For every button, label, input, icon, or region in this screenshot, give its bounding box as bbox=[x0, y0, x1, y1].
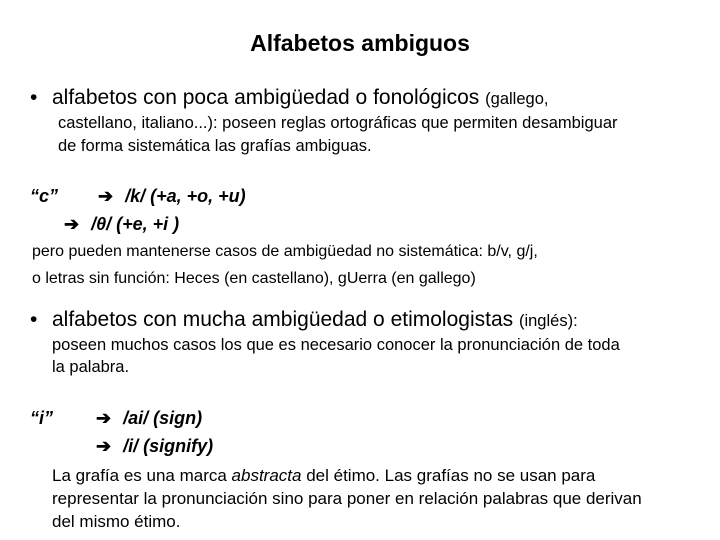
note-emphasis: abstracta bbox=[231, 466, 302, 485]
arrow-right-icon: ➔ bbox=[96, 436, 112, 456]
example-letter: “c” bbox=[30, 186, 59, 206]
arrow-right-icon: ➔ bbox=[96, 408, 112, 428]
page-title: Alfabetos ambiguos bbox=[250, 30, 470, 56]
bullet-heading: alfabetos con poca ambigüedad o fonológicos bbox=[52, 86, 480, 109]
bullet-desc-line: castellano, italiano...): poseen reglas ortográficas que permiten desambiguar bbox=[58, 114, 618, 132]
note-line: representar la pronunciación sino para poner en relación palabras que derivan bbox=[52, 489, 642, 508]
arrow-right-icon: ➔ bbox=[64, 214, 80, 234]
example-rule bbox=[96, 408, 202, 429]
note-text: del étimo. Las grafías no se usan para bbox=[301, 466, 596, 485]
note-line: o letras sin función: Heces (en castellano), gUerra (en gallego) bbox=[32, 270, 476, 287]
example-letter: “i” bbox=[30, 408, 54, 428]
example-rule bbox=[98, 186, 246, 207]
bullet-heading-paren: (gallego, bbox=[485, 90, 549, 108]
bullet-desc-line: poseen muchos casos los que es necesario conocer la pronunciación de toda bbox=[52, 336, 620, 354]
bullet-heading-paren: (inglés): bbox=[518, 312, 578, 330]
note-line bbox=[52, 466, 595, 486]
bullet-marker: • bbox=[30, 308, 38, 331]
note-text: La grafía es una marca bbox=[52, 466, 232, 485]
example-rule-text: /i/ (signify) bbox=[123, 436, 214, 456]
bullet-heading: alfabetos con mucha ambigüedad o etimologistas bbox=[52, 308, 514, 331]
note-line: del mismo étimo. bbox=[52, 512, 181, 531]
example-rule-text: /k/ (+a, +o, +u) bbox=[125, 186, 246, 206]
example-rule bbox=[96, 436, 213, 457]
bullet-marker: • bbox=[30, 86, 38, 109]
example-rule-text: /ai/ (sign) bbox=[123, 408, 203, 428]
arrow-right-icon: ➔ bbox=[98, 186, 114, 206]
note-line: pero pueden mantenerse casos de ambigüedad no sistemática: b/v, g/j, bbox=[32, 243, 538, 260]
example-rule-text: /θ/ (+e, +i ) bbox=[91, 214, 180, 234]
bullet-desc-line: la palabra. bbox=[52, 358, 130, 376]
bullet-fonologicos bbox=[30, 86, 548, 110]
bullet-desc-line: de forma sistemática las grafías ambiguas. bbox=[58, 137, 372, 155]
example-rule bbox=[64, 214, 179, 235]
bullet-etimologistas bbox=[30, 308, 578, 332]
